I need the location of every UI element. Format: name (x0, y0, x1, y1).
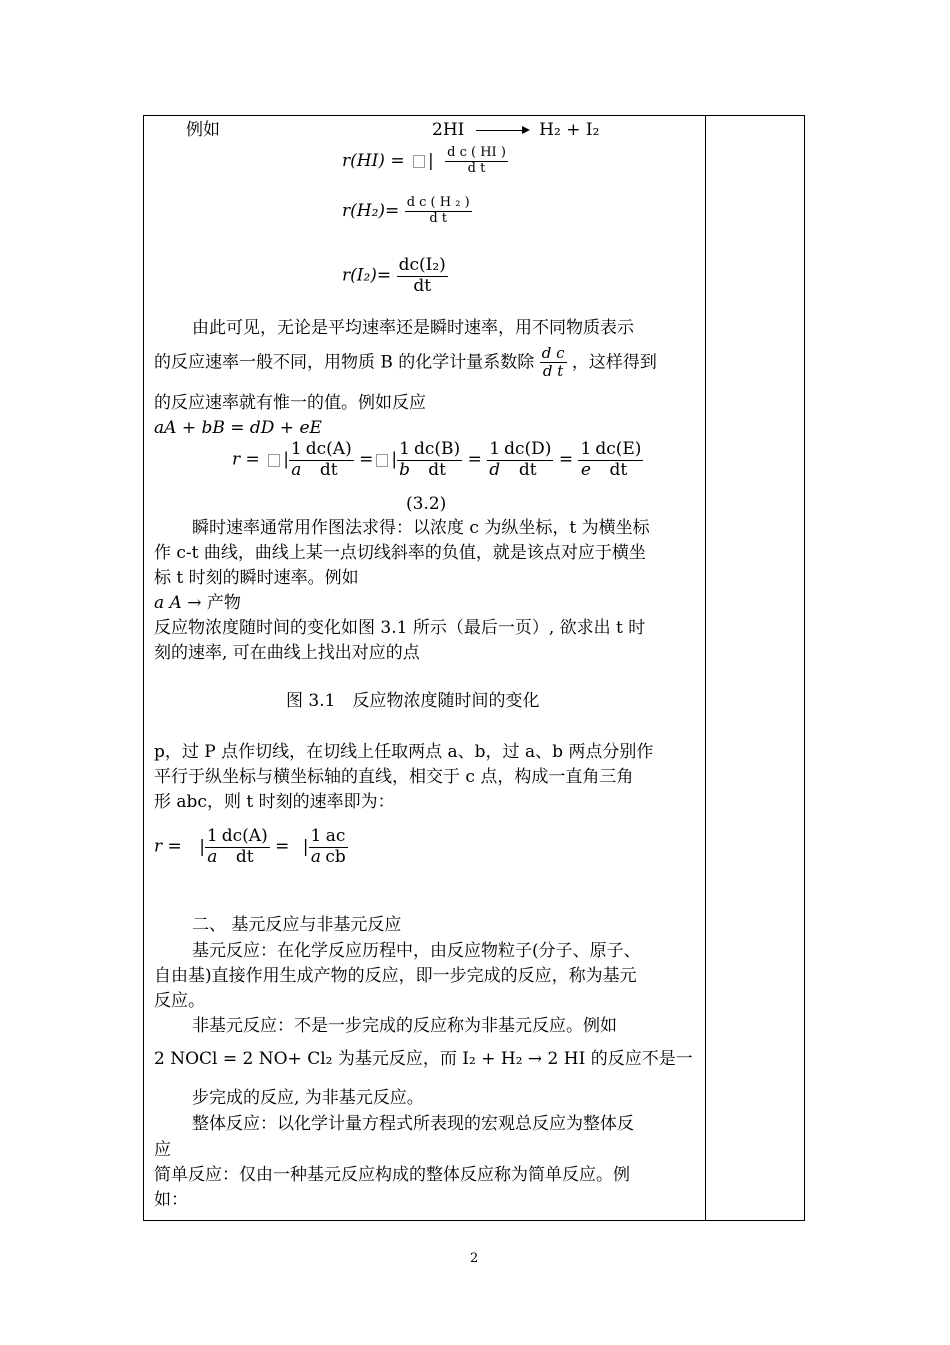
rate-h2-fraction (405, 196, 472, 227)
para4-line1: p，过 P 点作切线，在切线上任取两点 a、b，过 a、b 两点分别作 (154, 742, 654, 762)
para1-line2 (154, 345, 699, 381)
section2-p2-end: 的反应不是一 (585, 1049, 693, 1069)
term-a-coef: $\frac{1}{a}$ (290, 439, 302, 480)
para3-line1: 反应物浓度随时间的变化如图 3.1 所示（最后一页）, 欲求出 t 时 (154, 618, 646, 638)
rate-hi-label: r(HI) = (342, 150, 405, 171)
arrow-right-icon: → (187, 593, 202, 613)
para4-line3: 形 abc，则 t 时刻的速率即为： (154, 792, 395, 812)
rate-final-r: r = (154, 836, 182, 857)
nocl-equation: 2 NOCl = 2 NO+ Cl₂ (154, 1049, 333, 1069)
final-t1-coef: $\frac{1}{a}$ (206, 826, 218, 867)
term-b-coef: $\frac{1}{b}$ (399, 439, 410, 480)
section2-p1-line1: 基元反应：在化学反应历程中，由反应物粒子(分子、原子、 (192, 941, 641, 961)
rate-i2-fraction (397, 256, 448, 296)
page-number: 2 (470, 1251, 479, 1266)
simple-reaction-right: 产物 (206, 593, 241, 613)
para2-line2: 作 c-t 曲线，曲线上某一点切线斜率的负值，就是该点对应于横坐 (154, 543, 646, 563)
rate-hi-num: d c ( HI ) (447, 145, 506, 160)
general-reaction: aA + bB = dD + eE (154, 418, 322, 438)
placeholder-box-icon (268, 454, 280, 467)
section2-p4-line2: 如： (154, 1190, 188, 1210)
rate-eq-r: r = (232, 449, 260, 470)
section2-p1-line2: 自由基)直接作用生成产物的反应，即一步完成的反应，称为基元 (154, 966, 637, 986)
term-a-frac: $\frac{dc(A)}{dt}$ (305, 439, 352, 480)
rate-h2-label: r(H₂)= (342, 200, 400, 221)
rate-i2-num: dc(I₂) (398, 255, 446, 275)
dc-dt-den: d t (542, 362, 564, 381)
section2-p4-line1: 简单反应：仅由一种基元反应构成的整体反应称为简单反应。例 (154, 1165, 630, 1185)
section2-p1-line3: 反应。 (154, 991, 205, 1011)
para4-line2: 平行于纵坐标与横坐标轴的直线，相交于 c 点，构成一直角三角 (154, 767, 634, 787)
rate-final: r = | $\frac{1}{a}$ $\frac{dc(A)}{dt}$ = | $\frac{1}{a}$ $\frac{ac}{cb}$ (154, 826, 346, 867)
para2-line1: 瞬时速率通常用作图法求得：以浓度 c 为纵坐标，t 为横坐标 (192, 518, 650, 538)
main-reaction (432, 122, 599, 139)
section2-p2-mid: 为基元反应，而 (332, 1049, 463, 1069)
final-t2-frac: $\frac{ac}{cb}$ (325, 826, 346, 867)
section2-p3-line2: 应 (154, 1140, 171, 1160)
rate-h2 (342, 196, 472, 227)
column-divider (705, 116, 706, 1220)
section2-p3-line1: 整体反应：以化学计量方程式所表现的宏观总反应为整体反 (192, 1114, 634, 1134)
rate-i2-label: r(I₂)= (342, 265, 392, 286)
equation-number: (3.2) (406, 494, 447, 514)
rate-equation: r = | $\frac{1}{a}$ $\frac{dc(A)}{dt}$ = | $\frac{1}{b}$ $\frac{dc(B)}{dt}$ = $\frac{1}{d}$ $\frac{dc(D)}{dt}$ = $\frac{1}{e}$ $\frac{dc(E)}{dt}$ (232, 439, 642, 480)
rate-i2 (342, 256, 448, 296)
reaction-left: 2HI (432, 120, 465, 140)
rate-hi-fraction (445, 146, 508, 177)
rate-i2-den: dt (413, 275, 432, 296)
para1-line1: 由此可见，无论是平均速率还是瞬时速率，用不同物质表示 (192, 318, 634, 338)
term-b-frac: $\frac{dc(B)}{dt}$ (413, 439, 461, 480)
rate-hi-den: d t (467, 160, 486, 176)
simple-reaction-left: a A (154, 593, 182, 613)
figure-caption: 图 3.1 反应物浓度随时间的变化 (286, 691, 540, 711)
para1-line2b: ，这样得到 (571, 352, 657, 373)
para1-line3: 的反应速率就有惟一的值。例如反应 (154, 393, 426, 413)
para2-line3: 标 t 时刻的瞬时速率。例如 (154, 568, 359, 588)
section2-p2-line3: 步完成的反应, 为非基元反应。 (192, 1088, 424, 1108)
final-t2-coef: $\frac{1}{a}$ (310, 826, 322, 867)
hi-equation: I₂ + H₂ → 2 HI (462, 1049, 586, 1069)
final-t1-frac: $\frac{dc(A)}{dt}$ (221, 826, 268, 867)
section2-p2-line1: 非基元反应：不是一步完成的反应称为非基元反应。例如 (192, 1016, 617, 1036)
section2-heading: 二、 基元反应与非基元反应 (192, 915, 402, 935)
rate-h2-num: d c ( H ₂ ) (406, 195, 470, 210)
term-d-coef: $\frac{1}{d}$ (489, 439, 501, 480)
para1-line2a: 的反应速率一般不同，用物质 B 的化学计量系数除 (154, 352, 535, 373)
rate-h2-den: d t (429, 210, 448, 226)
arrow-icon (476, 130, 528, 131)
simple-reaction (154, 595, 699, 612)
final-equals: = (275, 836, 290, 857)
para3-line2: 刻的速率, 可在曲线上找出对应的点 (154, 643, 420, 663)
content-table (143, 115, 805, 1221)
term-e-frac: $\frac{dc(E)}{dt}$ (595, 439, 642, 480)
term-d-frac: $\frac{dc(D)}{dt}$ (504, 439, 552, 480)
dc-dt-num: d c (541, 344, 565, 362)
term-e-coef: $\frac{1}{e}$ (580, 439, 592, 480)
placeholder-box-icon (413, 155, 425, 168)
reaction-right: H₂ + I₂ (539, 120, 600, 140)
section2-p2-line2 (154, 1051, 699, 1068)
placeholder-box-icon (376, 454, 388, 467)
example-label: 例如 (186, 120, 220, 140)
rate-hi: r(HI) = | $\frac{\text{d c ( HI )}}{\text{d t}}$ (342, 145, 506, 176)
dc-dt-fraction (540, 345, 567, 381)
